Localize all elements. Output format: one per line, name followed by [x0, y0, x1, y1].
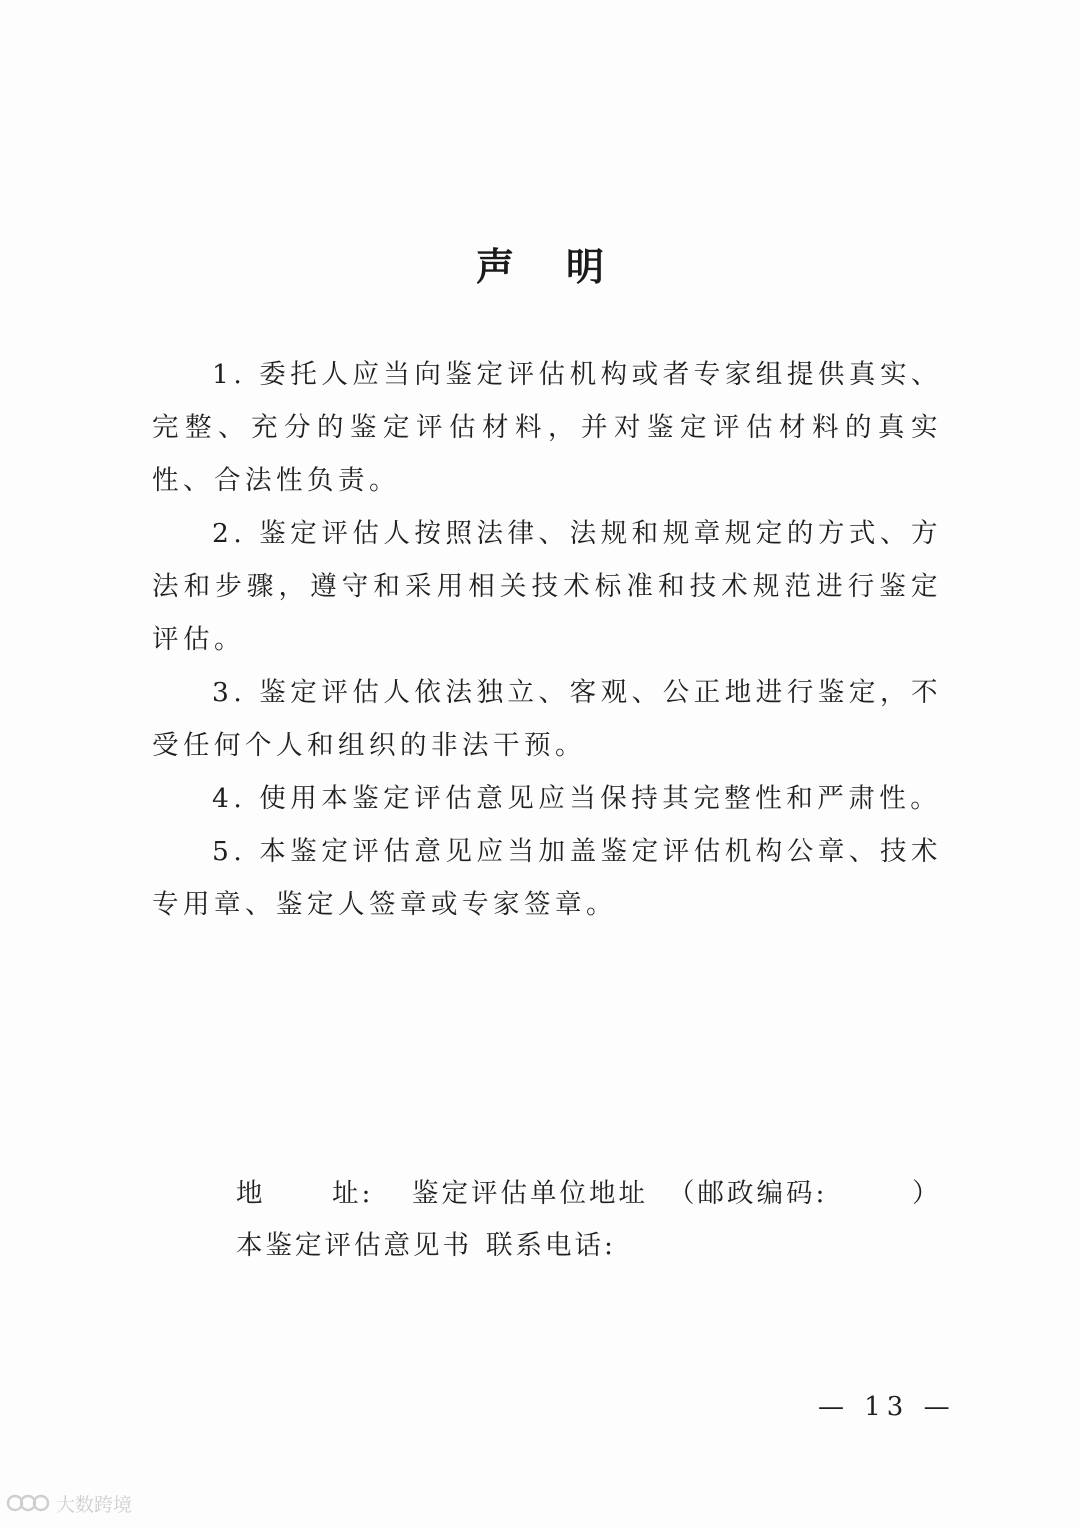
statement-body	[152, 348, 942, 931]
postal-code-close: ）	[912, 1178, 942, 1209]
report-label: 本鉴定评估意见书	[236, 1230, 472, 1261]
statement-item-2: 2. 鉴定评估人按照法律、法规和规章规定的方式、方法和步骤，遵守和采用相关技术标准和技术规范进行鉴定评估。	[152, 518, 942, 655]
postal-code-label: （邮政编码:	[668, 1178, 828, 1209]
title-char-1: 声	[475, 244, 514, 289]
statement-item-5: 5. 本鉴定评估意见应当加盖鉴定评估机构公章、技术专用章、鉴定人签章或专家签章。	[152, 836, 942, 920]
contact-block	[236, 1168, 956, 1272]
address-label-first: 地	[236, 1178, 266, 1209]
watermark-logo-icon	[6, 1490, 50, 1516]
address-value: 鉴定评估单位地址	[412, 1178, 648, 1209]
page-number: — 13 —	[818, 1392, 956, 1422]
watermark-text: 大数跨境	[56, 1493, 133, 1516]
address-row	[236, 1168, 956, 1220]
phone-label: 联系电话:	[486, 1230, 616, 1261]
statement-item-3: 3. 鉴定评估人依法独立、客观、公正地进行鉴定，不受任何个人和组织的非法干预。	[152, 677, 942, 761]
page-title	[0, 236, 1080, 291]
address-label-second: 址:	[332, 1178, 374, 1209]
statement-item-4: 4. 使用本鉴定评估意见应当保持其完整性和严肃性。	[212, 783, 942, 814]
statement-item-1: 1. 委托人应当向鉴定评估机构或者专家组提供真实、完整、充分的鉴定评估材料，并对鉴定评估材料的真实性、合法性负责。	[152, 359, 942, 496]
title-char-2: 明	[566, 244, 605, 289]
phone-row	[236, 1220, 956, 1272]
watermark	[6, 1488, 132, 1518]
